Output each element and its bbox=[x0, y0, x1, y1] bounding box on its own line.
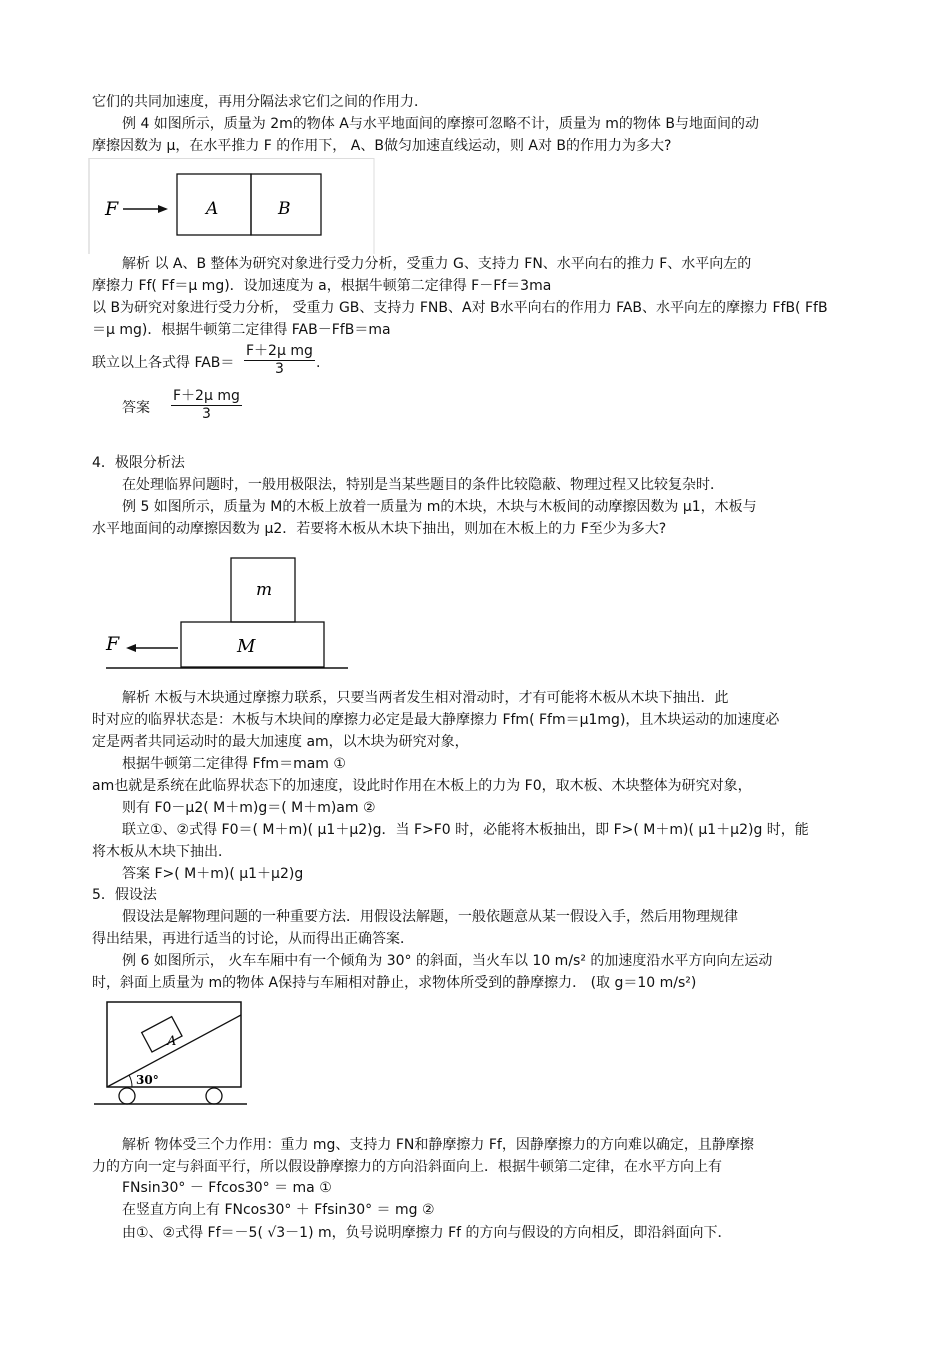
figure-blocks-ab bbox=[88, 158, 378, 254]
fraction-numerator: F＋2μ mg bbox=[246, 343, 313, 359]
text-line: 联立以上各式得 FAB＝ bbox=[92, 355, 235, 371]
result-line: 由①、②式得 Ff＝－5( √3－1) m，负号说明摩擦力 Ff 的方向与假设的方向相反，即沿斜面向下． bbox=[122, 1225, 732, 1241]
text-line: 摩擦力 Ff( Ff＝μ mg)．设加速度为 a，根据牛顿第二定律得 F－Ff＝3ma bbox=[92, 278, 552, 294]
answer-label: 答案 bbox=[122, 400, 150, 416]
solution-text: 解析 物体受三个力作用：重力 mg、支持力 FN和静摩擦力 Ff，因静摩擦力的方向难以确定，且静摩擦 bbox=[122, 1137, 754, 1153]
fraction-fab bbox=[244, 343, 315, 378]
text-line: 它们的共同加速度，再用分隔法求它们之间的作用力． bbox=[92, 94, 428, 110]
example-5-question: 例 5 如图所示，质量为 M的木板上放着一质量为 m的木块，木块与木板间的动摩擦因数为 μ1，木板与 bbox=[122, 499, 757, 515]
fraction-period: . bbox=[316, 355, 321, 371]
text-line: ＝μ mg)．根据牛顿第二定律得 FAB－FfB＝ma bbox=[92, 322, 391, 338]
angle-label: 30° bbox=[136, 1073, 159, 1087]
block-b-label: B bbox=[278, 199, 291, 219]
section-heading: 4．极限分析法 bbox=[92, 455, 185, 471]
text-line: 力的方向一定与斜面平行，所以假设静摩擦力的方向沿斜面向上．根据牛顿第二定律，在水平方向上有 bbox=[92, 1159, 722, 1175]
block-a-label: A bbox=[167, 1034, 177, 1049]
fraction-denominator: 3 bbox=[274, 361, 284, 377]
answer-line: 答案 F>( M＋m)( μ1＋μ2)g bbox=[122, 866, 304, 882]
text-line: 将木板从木块下抽出． bbox=[92, 844, 232, 860]
equation-1: FNsin30° － Ffcos30° ＝ ma ① bbox=[122, 1180, 332, 1196]
text-line: 时对应的临界状态是：木板与木块间的摩擦力必定是最大静摩擦力 Ffm( Ffm＝μ1mg)，且木块运动的加速度必 bbox=[92, 712, 780, 728]
text-line: 则有 F0－μ2( M＋m)g＝( M＋m)am ② bbox=[122, 800, 376, 816]
solution-text: 解析 木板与木块通过摩擦力联系，只要当两者发生相对滑动时，才有可能将木板从木块下抽出．此 bbox=[122, 690, 729, 706]
text-line: 定是两者共同运动时的最大加速度 am，以木块为研究对象， bbox=[92, 734, 469, 750]
fraction-numerator: F＋2μ mg bbox=[173, 388, 240, 404]
arrow-head bbox=[158, 205, 168, 213]
example-4-question: 例 4 如图所示，质量为 2m的物体 A与水平地面间的摩擦可忽略不计，质量为 m的物体 B与地面间的动 bbox=[122, 116, 759, 132]
angle-arc bbox=[129, 1075, 132, 1087]
figure-board-block bbox=[98, 555, 353, 675]
text-line: 水平地面间的动摩擦因数为 μ2．若要将木板从木块下抽出，则加在木板上的力 F至少为多大? bbox=[92, 521, 667, 537]
figure-train-incline bbox=[92, 1000, 252, 1110]
force-label: F bbox=[105, 198, 119, 220]
text-line: 摩擦因数为 μ，在水平推力 F 的作用下， A、B做匀加速直线运动，则 A对 B的作用力为多大? bbox=[92, 138, 672, 154]
solution-text: 解析 以 A、B 整体为研究对象进行受力分析，受重力 G、支持力 FN、水平向右的推力 F、水平向左的 bbox=[122, 256, 752, 272]
block-a-label: A bbox=[206, 199, 219, 219]
text-line: 得出结果，再进行适当的讨论，从而得出正确答案． bbox=[92, 931, 414, 947]
text-line: 以 B为研究对象进行受力分析， 受重力 GB、支持力 FNB、A对 B水平向右的作用力 FAB、水平向左的摩擦力 FfB( FfB bbox=[92, 300, 828, 316]
wheel-right bbox=[206, 1088, 222, 1104]
text-line: 在处理临界问题时，一般用极限法，特别是当某些题目的条件比较隐蔽、物理过程又比较复杂时． bbox=[122, 477, 724, 493]
equation-2: 在竖直方向上有 FNcos30° ＋ Ffsin30° ＝ mg ② bbox=[122, 1202, 435, 1218]
arrow-head bbox=[126, 644, 136, 652]
example-6-question: 例 6 如图所示， 火车车厢中有一个倾角为 30° 的斜面，当火车以 10 m/s² 的加速度沿水平方向向左运动 bbox=[122, 953, 773, 969]
wheel-left bbox=[119, 1088, 135, 1104]
block-m-label: m bbox=[256, 580, 273, 600]
text-line: 联立①、②式得 F0＝( M＋m)( μ1＋μ2)g．当 F>F0 时，必能将木板抽出，即 F>( M＋m)( μ1＋μ2)g 时，能 bbox=[122, 822, 809, 838]
text-line: 根据牛顿第二定律得 Ffm＝mam ① bbox=[122, 756, 346, 772]
section-heading: 5．假设法 bbox=[92, 887, 157, 903]
text-line: 时，斜面上质量为 m的物体 A保持与车厢相对静止，求物体所受到的静摩擦力． (取 g＝10 m/s²) bbox=[92, 975, 697, 991]
text-line: am也就是系统在此临界状态下的加速度，设此时作用在木板上的力为 F0，取木板、木块整体为研究对象， bbox=[92, 778, 752, 794]
board-m-label: M bbox=[237, 636, 256, 657]
fraction-denominator: 3 bbox=[201, 406, 211, 422]
answer-fraction bbox=[171, 388, 242, 423]
text-line: 假设法是解物理问题的一种重要方法．用假设法解题，一般依题意从某一假设入手，然后用物理规律 bbox=[122, 909, 738, 925]
force-label: F bbox=[106, 633, 120, 655]
